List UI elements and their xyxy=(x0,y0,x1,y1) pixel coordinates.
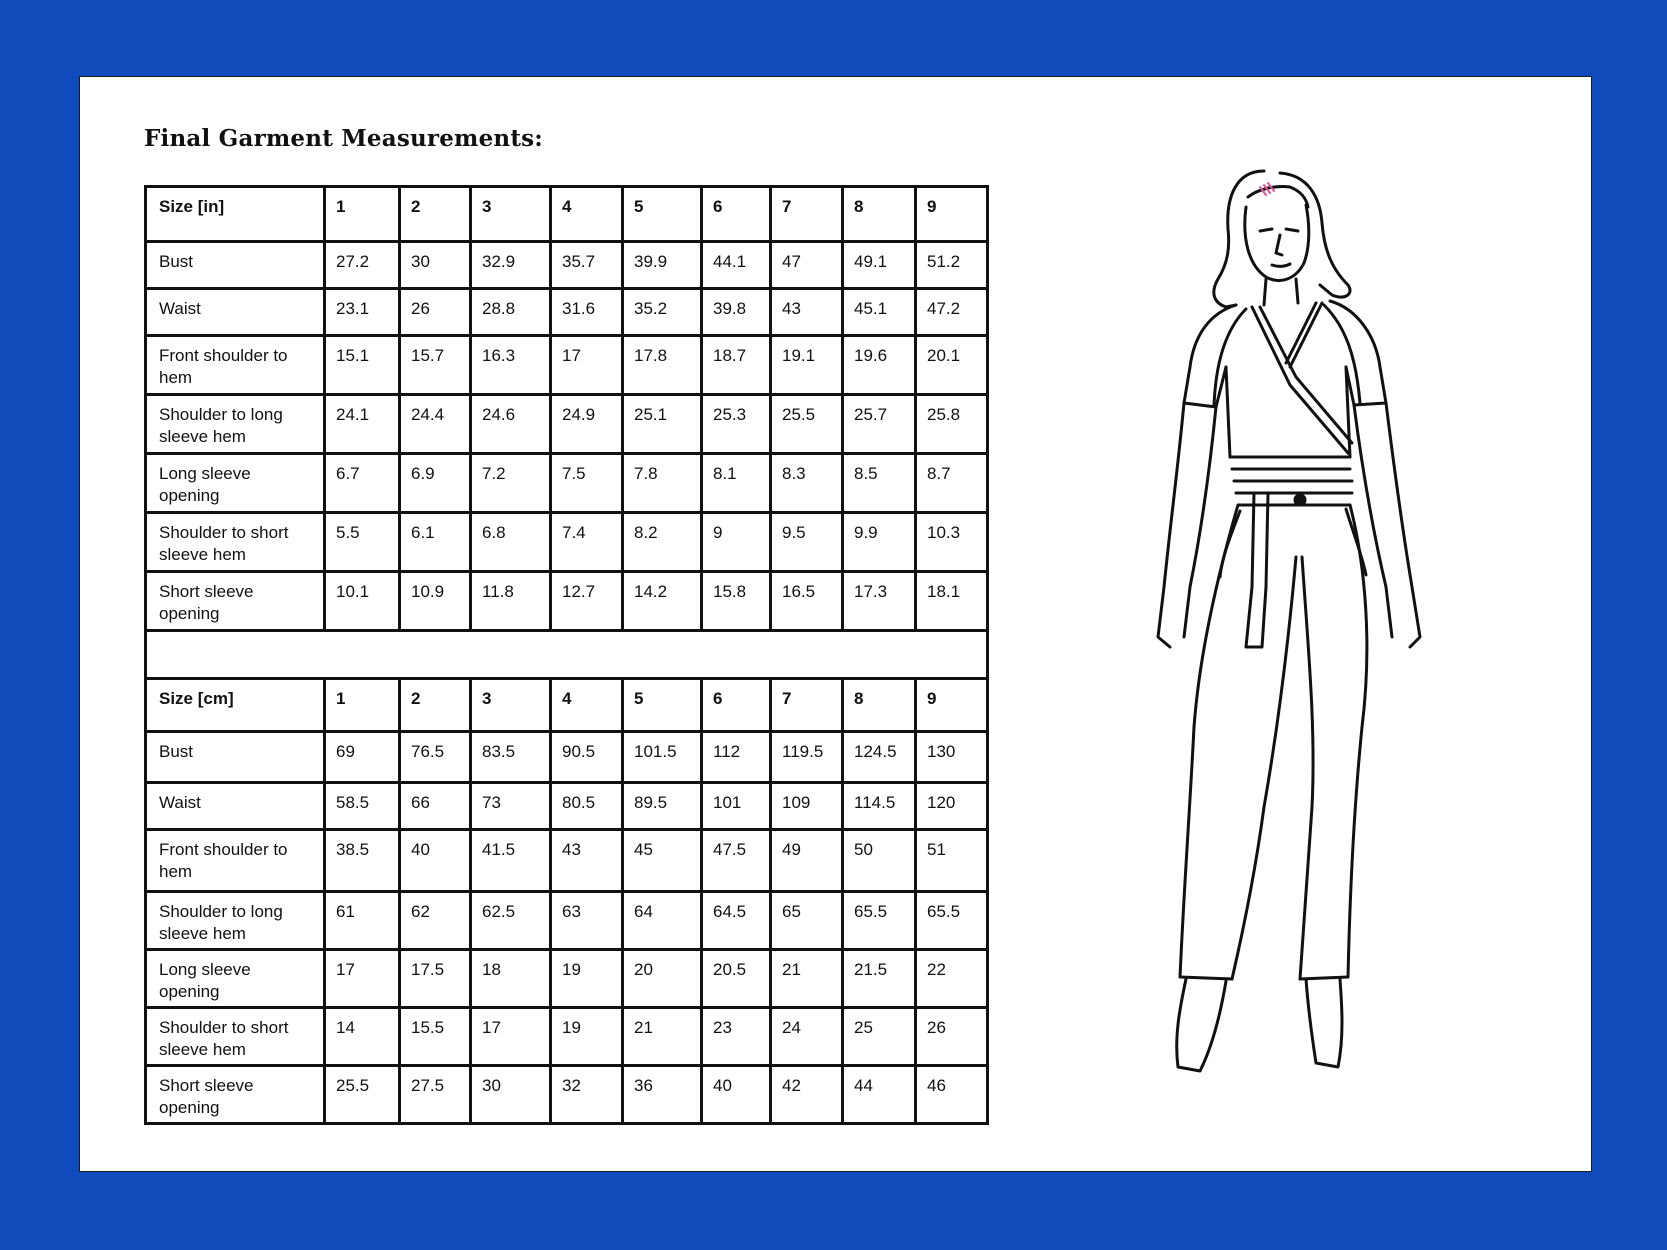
value-cell: 8.1 xyxy=(702,454,771,513)
value-cell: 8.2 xyxy=(623,513,702,572)
value-cell: 43 xyxy=(771,289,843,336)
table-row xyxy=(146,395,988,454)
value-cell: 27.2 xyxy=(325,242,400,289)
value-cell: 114.5 xyxy=(843,783,916,830)
row-label: Shoulder to long sleeve hem xyxy=(146,395,325,454)
value-cell: 39.8 xyxy=(702,289,771,336)
value-cell: 11.8 xyxy=(471,572,551,631)
value-cell: 101.5 xyxy=(623,732,702,783)
value-cell: 47.5 xyxy=(702,830,771,892)
header-cell: 4 xyxy=(551,187,623,242)
value-cell: 35.2 xyxy=(623,289,702,336)
value-cell: 69 xyxy=(325,732,400,783)
row-label: Short sleeve opening xyxy=(146,572,325,631)
value-cell: 5.5 xyxy=(325,513,400,572)
value-cell: 23 xyxy=(702,1008,771,1066)
value-cell: 41.5 xyxy=(471,830,551,892)
trouser-right-outer xyxy=(1348,505,1367,977)
table-row xyxy=(146,289,988,336)
waistband xyxy=(1230,457,1352,505)
value-cell: 26 xyxy=(400,289,471,336)
value-cell: 9 xyxy=(702,513,771,572)
header-cell: 6 xyxy=(702,679,771,732)
value-cell: 46 xyxy=(916,1066,988,1124)
value-cell: 17 xyxy=(325,950,400,1008)
row-label: Shoulder to long sleeve hem xyxy=(146,892,325,950)
value-cell: 25.8 xyxy=(916,395,988,454)
hair-outline xyxy=(1214,171,1350,307)
value-cell: 24.9 xyxy=(551,395,623,454)
value-cell: 25.7 xyxy=(843,395,916,454)
value-cell: 19.1 xyxy=(771,336,843,395)
spacer-cell xyxy=(146,631,988,679)
value-cell: 23.1 xyxy=(325,289,400,336)
value-cell: 109 xyxy=(771,783,843,830)
table-spacer-row xyxy=(146,631,988,679)
value-cell: 18.1 xyxy=(916,572,988,631)
value-cell: 24 xyxy=(771,1008,843,1066)
value-cell: 25 xyxy=(843,1008,916,1066)
header-cell: 9 xyxy=(916,679,988,732)
value-cell: 38.5 xyxy=(325,830,400,892)
value-cell: 6.7 xyxy=(325,454,400,513)
table-row xyxy=(146,513,988,572)
eyes xyxy=(1260,229,1298,231)
value-cell: 49 xyxy=(771,830,843,892)
value-cell: 63 xyxy=(551,892,623,950)
value-cell: 18.7 xyxy=(702,336,771,395)
value-cell: 32 xyxy=(551,1066,623,1124)
header-cell: 4 xyxy=(551,679,623,732)
value-cell: 26 xyxy=(916,1008,988,1066)
value-cell: 21 xyxy=(623,1008,702,1066)
trouser-hems xyxy=(1180,977,1348,979)
header-cell: 5 xyxy=(623,187,702,242)
value-cell: 90.5 xyxy=(551,732,623,783)
table-row xyxy=(146,242,988,289)
header-cell: 5 xyxy=(623,679,702,732)
belt-tie xyxy=(1246,493,1268,647)
value-cell: 20 xyxy=(623,950,702,1008)
value-cell: 8.7 xyxy=(916,454,988,513)
row-label: Short sleeve opening xyxy=(146,1066,325,1124)
value-cell: 66 xyxy=(400,783,471,830)
header-cell: 3 xyxy=(471,187,551,242)
table-row xyxy=(146,892,988,950)
trouser-left-outer xyxy=(1180,505,1238,977)
value-cell: 89.5 xyxy=(623,783,702,830)
header-cell: 2 xyxy=(400,679,471,732)
header-cell: 6 xyxy=(702,187,771,242)
header-cell: 2 xyxy=(400,187,471,242)
jumpsuit-figure-illustration xyxy=(1140,167,1440,1127)
table-row xyxy=(146,732,988,783)
value-cell: 16.3 xyxy=(471,336,551,395)
value-cell: 25.1 xyxy=(623,395,702,454)
table-row xyxy=(146,783,988,830)
value-cell: 10.1 xyxy=(325,572,400,631)
row-label: Front shoulder to hem xyxy=(146,336,325,395)
value-cell: 19 xyxy=(551,950,623,1008)
value-cell: 25.5 xyxy=(771,395,843,454)
header-cell: 8 xyxy=(843,679,916,732)
value-cell: 15.8 xyxy=(702,572,771,631)
value-cell: 7.5 xyxy=(551,454,623,513)
value-cell: 65.5 xyxy=(843,892,916,950)
value-cell: 58.5 xyxy=(325,783,400,830)
value-cell: 21.5 xyxy=(843,950,916,1008)
table-row xyxy=(146,1008,988,1066)
value-cell: 10.9 xyxy=(400,572,471,631)
value-cell: 8.3 xyxy=(771,454,843,513)
value-cell: 64.5 xyxy=(702,892,771,950)
value-cell: 51.2 xyxy=(916,242,988,289)
row-label: Shoulder to short sleeve hem xyxy=(146,513,325,572)
table-row xyxy=(146,1066,988,1124)
raglan-seam-right xyxy=(1324,305,1360,403)
value-cell: 65.5 xyxy=(916,892,988,950)
waist-button xyxy=(1295,495,1305,505)
row-label: Long sleeve opening xyxy=(146,950,325,1008)
value-cell: 15.1 xyxy=(325,336,400,395)
value-cell: 61 xyxy=(325,892,400,950)
value-cell: 43 xyxy=(551,830,623,892)
value-cell: 28.8 xyxy=(471,289,551,336)
table-row xyxy=(146,572,988,631)
page-title: Final Garment Measurements: xyxy=(144,125,543,152)
value-cell: 44 xyxy=(843,1066,916,1124)
value-cell: 120 xyxy=(916,783,988,830)
value-cell: 17 xyxy=(471,1008,551,1066)
value-cell: 45.1 xyxy=(843,289,916,336)
trouser-inner xyxy=(1232,557,1313,979)
value-cell: 18 xyxy=(471,950,551,1008)
value-cell: 22 xyxy=(916,950,988,1008)
value-cell: 15.5 xyxy=(400,1008,471,1066)
value-cell: 83.5 xyxy=(471,732,551,783)
value-cell: 62 xyxy=(400,892,471,950)
value-cell: 20.5 xyxy=(702,950,771,1008)
value-cell: 101 xyxy=(702,783,771,830)
value-cell: 40 xyxy=(400,830,471,892)
value-cell: 6.1 xyxy=(400,513,471,572)
value-cell: 39.9 xyxy=(623,242,702,289)
value-cell: 19.6 xyxy=(843,336,916,395)
value-cell: 40 xyxy=(702,1066,771,1124)
value-cell: 12.7 xyxy=(551,572,623,631)
header-cell: Size [cm] xyxy=(146,679,325,732)
value-cell: 80.5 xyxy=(551,783,623,830)
value-cell: 21 xyxy=(771,950,843,1008)
value-cell: 6.9 xyxy=(400,454,471,513)
value-cell: 19 xyxy=(551,1008,623,1066)
value-cell: 45 xyxy=(623,830,702,892)
value-cell: 9.5 xyxy=(771,513,843,572)
value-cell: 51 xyxy=(916,830,988,892)
value-cell: 7.4 xyxy=(551,513,623,572)
header-cell: 8 xyxy=(843,187,916,242)
row-label: Bust xyxy=(146,242,325,289)
header-cell: 1 xyxy=(325,187,400,242)
value-cell: 24.4 xyxy=(400,395,471,454)
value-cell: 42 xyxy=(771,1066,843,1124)
value-cell: 27.5 xyxy=(400,1066,471,1124)
header-cell: 3 xyxy=(471,679,551,732)
row-label: Front shoulder to hem xyxy=(146,830,325,892)
table-header-row-in xyxy=(146,187,988,242)
value-cell: 119.5 xyxy=(771,732,843,783)
left-foot xyxy=(1177,979,1226,1071)
row-label: Waist xyxy=(146,289,325,336)
value-cell: 25.5 xyxy=(325,1066,400,1124)
value-cell: 30 xyxy=(400,242,471,289)
value-cell: 10.3 xyxy=(916,513,988,572)
wrap-neckline xyxy=(1252,303,1352,453)
value-cell: 7.2 xyxy=(471,454,551,513)
row-label: Bust xyxy=(146,732,325,783)
value-cell: 8.5 xyxy=(843,454,916,513)
value-cell: 30 xyxy=(471,1066,551,1124)
value-cell: 15.7 xyxy=(400,336,471,395)
header-cell: 7 xyxy=(771,187,843,242)
measurement-table xyxy=(144,185,989,1125)
value-cell: 32.9 xyxy=(471,242,551,289)
value-cell: 24.6 xyxy=(471,395,551,454)
value-cell: 44.1 xyxy=(702,242,771,289)
value-cell: 36 xyxy=(623,1066,702,1124)
table-row xyxy=(146,950,988,1008)
value-cell: 35.7 xyxy=(551,242,623,289)
table-header-row-cm xyxy=(146,679,988,732)
value-cell: 31.6 xyxy=(551,289,623,336)
value-cell: 50 xyxy=(843,830,916,892)
value-cell: 64 xyxy=(623,892,702,950)
value-cell: 62.5 xyxy=(471,892,551,950)
value-cell: 73 xyxy=(471,783,551,830)
value-cell: 124.5 xyxy=(843,732,916,783)
value-cell: 16.5 xyxy=(771,572,843,631)
value-cell: 25.3 xyxy=(702,395,771,454)
row-label: Waist xyxy=(146,783,325,830)
neck xyxy=(1264,279,1298,305)
left-pocket xyxy=(1220,511,1240,577)
value-cell: 17.3 xyxy=(843,572,916,631)
table-row xyxy=(146,830,988,892)
value-cell: 49.1 xyxy=(843,242,916,289)
right-arm xyxy=(1354,403,1420,647)
table-row xyxy=(146,336,988,395)
row-label: Long sleeve opening xyxy=(146,454,325,513)
nose xyxy=(1276,235,1282,255)
hair-accent xyxy=(1260,183,1274,195)
value-cell: 14.2 xyxy=(623,572,702,631)
value-cell: 130 xyxy=(916,732,988,783)
header-cell: 1 xyxy=(325,679,400,732)
value-cell: 9.9 xyxy=(843,513,916,572)
value-cell: 6.8 xyxy=(471,513,551,572)
mouth xyxy=(1272,264,1290,266)
document-page xyxy=(79,76,1592,1172)
header-cell: Size [in] xyxy=(146,187,325,242)
value-cell: 112 xyxy=(702,732,771,783)
hair-part xyxy=(1248,186,1308,207)
value-cell: 65 xyxy=(771,892,843,950)
value-cell: 76.5 xyxy=(400,732,471,783)
header-cell: 9 xyxy=(916,187,988,242)
right-foot xyxy=(1306,979,1342,1067)
header-cell: 7 xyxy=(771,679,843,732)
value-cell: 17.5 xyxy=(400,950,471,1008)
value-cell: 47.2 xyxy=(916,289,988,336)
value-cell: 7.8 xyxy=(623,454,702,513)
left-arm xyxy=(1158,403,1216,647)
value-cell: 47 xyxy=(771,242,843,289)
bodice-left-side xyxy=(1226,367,1230,457)
value-cell: 17 xyxy=(551,336,623,395)
table-row xyxy=(146,454,988,513)
value-cell: 24.1 xyxy=(325,395,400,454)
value-cell: 17.8 xyxy=(623,336,702,395)
value-cell: 20.1 xyxy=(916,336,988,395)
row-label: Shoulder to short sleeve hem xyxy=(146,1008,325,1066)
value-cell: 14 xyxy=(325,1008,400,1066)
